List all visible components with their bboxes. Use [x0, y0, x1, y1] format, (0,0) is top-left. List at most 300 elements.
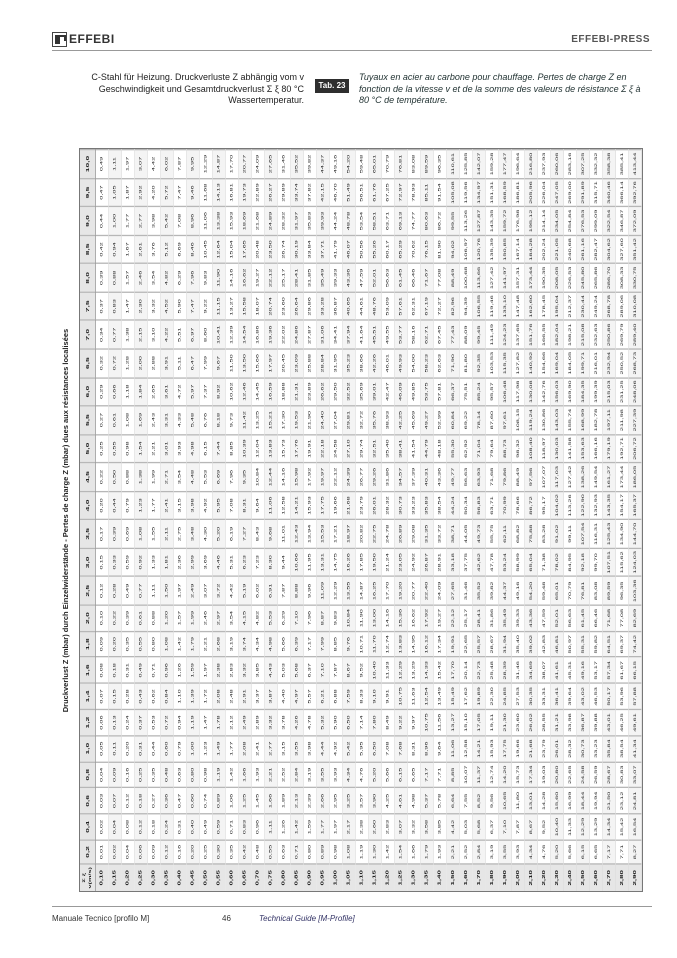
value-cell: 14,75: [330, 548, 343, 576]
value-cell: 3,32: [147, 292, 160, 320]
value-cell: 8,18: [212, 406, 225, 434]
value-cell: 3,57: [356, 788, 369, 814]
velocity-cell: 0,20: [121, 864, 134, 891]
value-cell: 0,39: [121, 605, 134, 631]
table-body: [95, 150, 641, 891]
value-cell: 49,77: [447, 463, 460, 491]
value-cell: 64,51: [603, 631, 616, 657]
value-cell: 0,49: [95, 150, 108, 179]
xi-header: 1,0: [80, 736, 95, 762]
value-cell: 0,80: [303, 840, 316, 864]
value-cell: 1,33: [147, 548, 160, 576]
value-cell: 13,49: [434, 683, 447, 709]
value-cell: 1,08: [121, 406, 134, 434]
value-cell: 38,66: [356, 349, 369, 377]
value-cell: 0,20: [95, 491, 108, 519]
value-cell: 35,23: [343, 349, 356, 377]
pressure-loss-table: [55, 148, 643, 892]
value-cell: 2,30: [134, 292, 147, 320]
value-cell: 25,17: [460, 605, 473, 631]
value-cell: 28,41: [473, 605, 486, 631]
value-cell: 124,03: [629, 548, 642, 576]
value-cell: 1,05: [108, 178, 121, 206]
value-cell: 7,17: [303, 631, 316, 657]
value-cell: 119,56: [460, 178, 473, 206]
value-cell: 5,20: [551, 840, 564, 864]
value-cell: 42,62: [473, 548, 486, 576]
value-cell: 60,17: [382, 235, 395, 263]
value-cell: 3,87: [264, 683, 277, 709]
value-cell: 0,24: [160, 814, 173, 840]
value-cell: 15,60: [551, 788, 564, 814]
table-row: [590, 150, 603, 891]
value-cell: 31,35: [421, 520, 434, 548]
value-cell: 0,71: [147, 657, 160, 683]
value-cell: 0,02: [95, 814, 108, 840]
value-cell: 29,89: [277, 178, 290, 206]
value-cell: 42,25: [395, 406, 408, 434]
value-cell: 1,06: [225, 788, 238, 814]
value-cell: 85,11: [421, 178, 434, 206]
value-cell: 260,06: [551, 150, 564, 179]
value-cell: 40,65: [343, 292, 356, 320]
value-cell: 107,54: [577, 520, 590, 548]
value-cell: 0,10: [95, 605, 108, 631]
velocity-cell: 2,80: [616, 864, 629, 891]
value-cell: 5,32: [317, 710, 330, 736]
value-cell: 0,06: [134, 840, 147, 864]
value-cell: 3,93: [173, 434, 186, 462]
brand-name: EFFEBI-PRESS: [571, 34, 650, 45]
value-cell: 34,69: [525, 657, 538, 683]
xi-header: 1,6: [80, 657, 95, 683]
value-cell: 15,93: [225, 207, 238, 235]
value-cell: 66,46: [408, 264, 421, 292]
value-cell: 86,72: [525, 491, 538, 519]
value-cell: 53,54: [356, 207, 369, 235]
value-cell: 20,80: [551, 762, 564, 788]
value-cell: 2,11: [160, 520, 173, 548]
value-cell: 7,10: [499, 814, 512, 840]
value-cell: 65,29: [395, 235, 408, 263]
value-cell: 0,08: [121, 814, 134, 840]
value-cell: 10,84: [251, 463, 264, 491]
value-cell: 1,11: [264, 814, 277, 840]
value-cell: 41,79: [330, 235, 343, 263]
value-cell: 24,40: [317, 406, 330, 434]
value-cell: 16,62: [408, 605, 421, 631]
value-cell: 24,39: [343, 463, 356, 491]
value-cell: 50,97: [564, 631, 577, 657]
value-cell: 1,87: [121, 178, 134, 206]
value-cell: 48,18: [434, 434, 447, 462]
table-row: [616, 150, 629, 891]
value-cell: 50,17: [603, 683, 616, 709]
value-cell: 5,90: [173, 292, 186, 320]
value-cell: 39,64: [564, 683, 577, 709]
velocity-cell: 0,45: [186, 864, 199, 891]
value-cell: 15,93: [303, 491, 316, 519]
value-cell: 1,79: [186, 631, 199, 657]
value-cell: 82,96: [447, 292, 460, 320]
value-cell: 205,96: [525, 178, 538, 206]
value-cell: 22,75: [369, 520, 382, 548]
value-cell: 17,05: [473, 710, 486, 736]
value-cell: 58,16: [408, 321, 421, 349]
value-cell: 143,35: [486, 207, 499, 235]
value-cell: 57,81: [434, 377, 447, 405]
value-cell: 2,52: [277, 762, 290, 788]
value-cell: 122,90: [577, 491, 590, 519]
value-cell: 117,98: [512, 377, 525, 405]
value-cell: 135,39: [486, 235, 499, 263]
value-cell: 5,72: [160, 178, 173, 206]
value-cell: 44,05: [460, 520, 473, 548]
value-cell: 5,48: [186, 406, 199, 434]
value-cell: 1,81: [160, 548, 173, 576]
value-cell: 327,60: [616, 235, 629, 263]
value-cell: 78,14: [473, 406, 486, 434]
value-cell: 150,85: [499, 235, 512, 263]
value-cell: 2,97: [212, 605, 225, 631]
value-cell: 31,06: [317, 321, 330, 349]
value-cell: 9,64: [434, 736, 447, 762]
value-cell: 107,51: [603, 548, 616, 576]
value-cell: 21,90: [303, 406, 316, 434]
value-cell: 0,96: [160, 657, 173, 683]
value-cell: 18,07: [251, 292, 264, 320]
value-cell: 4,34: [251, 631, 264, 657]
value-cell: 0,89: [212, 788, 225, 814]
value-cell: 3,54: [173, 463, 186, 491]
xi-header: 2,0: [80, 605, 95, 631]
value-cell: 35,69: [356, 377, 369, 405]
value-cell: 2,17: [343, 814, 356, 840]
value-cell: 19,89: [473, 683, 486, 709]
value-cell: 214,14: [538, 207, 551, 235]
value-cell: 2,21: [264, 762, 277, 788]
value-cell: 71,67: [421, 264, 434, 292]
value-cell: 14,33: [421, 657, 434, 683]
value-cell: 248,06: [629, 377, 642, 405]
value-cell: 113,66: [473, 264, 486, 292]
value-cell: 30,73: [395, 491, 408, 519]
value-cell: 20,45: [277, 349, 290, 377]
value-cell: 7,71: [616, 840, 629, 864]
value-cell: 0,16: [121, 762, 134, 788]
value-cell: 107,07: [538, 463, 551, 491]
value-cell: 169,90: [564, 377, 577, 405]
value-cell: 0,80: [186, 762, 199, 788]
value-cell: 30,83: [616, 762, 629, 788]
table-row: [147, 150, 160, 891]
value-cell: 22,65: [460, 631, 473, 657]
value-cell: 49,55: [382, 321, 395, 349]
value-cell: 56,51: [356, 178, 369, 206]
value-cell: 0,94: [108, 235, 121, 263]
value-cell: 26,77: [356, 463, 369, 491]
logo: [52, 32, 115, 46]
value-cell: 12,44: [264, 463, 277, 491]
value-cell: 116,31: [590, 520, 603, 548]
velocity-cell: 0,10: [95, 864, 108, 891]
value-cell: 0,12: [121, 788, 134, 814]
value-cell: 358,38: [603, 150, 616, 179]
value-cell: 51,49: [343, 178, 356, 206]
value-cell: 13,25: [251, 406, 264, 434]
header-rule: [52, 50, 652, 51]
value-cell: 2,68: [212, 631, 225, 657]
value-cell: 17,21: [330, 520, 343, 548]
value-cell: 27,10: [343, 434, 356, 462]
page-number: 46: [222, 914, 231, 923]
value-cell: 9,22: [199, 292, 212, 320]
value-cell: 1,20: [160, 605, 173, 631]
value-cell: 78,66: [512, 491, 525, 519]
value-cell: 130,08: [525, 377, 538, 405]
value-cell: 31,21: [551, 710, 564, 736]
value-cell: 0,55: [108, 434, 121, 462]
value-cell: 5,78: [434, 788, 447, 814]
value-cell: 15,42: [434, 657, 447, 683]
value-cell: 1,26: [173, 657, 186, 683]
value-cell: 9,73: [225, 406, 238, 434]
value-cell: 41,54: [408, 434, 421, 462]
value-cell: 4,48: [186, 463, 199, 491]
value-cell: 385,41: [616, 150, 629, 179]
value-cell: 162,60: [525, 292, 538, 320]
value-cell: 15,49: [447, 683, 460, 709]
value-cell: 6,21: [317, 683, 330, 709]
value-cell: 14,95: [408, 631, 421, 657]
value-cell: 5,97: [186, 377, 199, 405]
value-cell: 9,97: [408, 710, 421, 736]
value-cell: 7,08: [173, 207, 186, 235]
value-cell: 71,90: [447, 349, 460, 377]
value-cell: 8,33: [356, 683, 369, 709]
value-cell: 46,70: [330, 178, 343, 206]
value-cell: 226,04: [538, 178, 551, 206]
table-row: [486, 150, 499, 891]
value-cell: 77,08: [616, 605, 629, 631]
logo-icon: [52, 32, 67, 47]
value-cell: 23,79: [538, 736, 551, 762]
value-cell: 4,98: [408, 788, 421, 814]
value-cell: 4,76: [538, 840, 551, 864]
value-cell: 80,63: [421, 207, 434, 235]
value-cell: 17,30: [277, 406, 290, 434]
value-cell: 28,32: [277, 207, 290, 235]
value-cell: 25,17: [277, 264, 290, 292]
value-cell: 11,06: [447, 736, 460, 762]
value-cell: 1,26: [277, 814, 290, 840]
value-cell: 0,27: [147, 788, 160, 814]
value-cell: 100,68: [460, 264, 473, 292]
corner-cell: [80, 864, 95, 891]
velocity-cell: 1,05: [343, 864, 356, 891]
value-cell: 366,14: [616, 178, 629, 206]
value-cell: 1,77: [147, 491, 160, 519]
value-cell: 17,70: [225, 150, 238, 179]
value-cell: 0,07: [108, 788, 121, 814]
value-cell: 0,96: [251, 814, 264, 840]
xi-header: 2,5: [80, 577, 95, 605]
value-cell: 4,72: [173, 377, 186, 405]
value-cell: 16,26: [343, 548, 356, 576]
value-cell: 46,81: [551, 631, 564, 657]
value-cell: 3,85: [434, 814, 447, 840]
value-cell: 8,87: [317, 605, 330, 631]
value-cell: 8,43: [251, 520, 264, 548]
corner-xi-label: Σ ξ: [82, 872, 87, 883]
value-cell: 29,26: [369, 463, 382, 491]
value-cell: 35,49: [499, 605, 512, 631]
value-cell: 11,95: [303, 548, 316, 576]
value-cell: 3,98: [147, 207, 160, 235]
value-cell: 33,07: [629, 762, 642, 788]
value-cell: 24,92: [408, 548, 421, 576]
value-cell: 55,26: [369, 235, 382, 263]
value-cell: 7,37: [199, 377, 212, 405]
value-cell: 4,25: [382, 788, 395, 814]
value-cell: 161,27: [603, 463, 616, 491]
value-cell: 2,43: [147, 406, 160, 434]
table-row: [212, 150, 225, 891]
value-cell: 8,30: [264, 548, 277, 576]
value-cell: 22,12: [264, 264, 277, 292]
value-cell: 127,87: [473, 207, 486, 235]
value-cell: 4,20: [147, 178, 160, 206]
value-cell: 154,17: [616, 491, 629, 519]
value-cell: 4,33: [173, 406, 186, 434]
value-cell: 10,75: [421, 710, 434, 736]
value-cell: 2,83: [382, 814, 395, 840]
value-cell: 5,11: [173, 349, 186, 377]
value-cell: 36,41: [551, 683, 564, 709]
value-cell: 54,20: [525, 577, 538, 605]
value-cell: 0,92: [134, 548, 147, 576]
value-cell: 12,64: [212, 235, 225, 263]
value-cell: 19,66: [512, 736, 525, 762]
value-cell: 21,68: [525, 736, 538, 762]
value-cell: 94,02: [447, 235, 460, 263]
value-cell: 53,77: [395, 321, 408, 349]
value-cell: 268,73: [629, 349, 642, 377]
value-cell: 75,51: [460, 377, 473, 405]
value-cell: 46,07: [343, 235, 356, 263]
value-cell: 16,99: [564, 788, 577, 814]
velocity-cell: 1,80: [486, 864, 499, 891]
value-cell: 3,54: [147, 264, 160, 292]
table-row: [264, 150, 277, 891]
value-cell: 12,43: [290, 520, 303, 548]
value-cell: 14,21: [473, 736, 486, 762]
value-cell: 250,52: [616, 349, 629, 377]
value-cell: 3,25: [343, 788, 356, 814]
value-cell: 22,30: [486, 683, 499, 709]
value-cell: 4,34: [525, 840, 538, 864]
value-cell: 0,47: [173, 788, 186, 814]
value-cell: 29,74: [356, 434, 369, 462]
value-cell: 0,09: [147, 840, 160, 864]
value-cell: 3,58: [421, 814, 434, 840]
value-cell: 137,65: [512, 321, 525, 349]
value-cell: 49,16: [577, 657, 590, 683]
value-cell: 1,66: [238, 762, 251, 788]
value-cell: 186,81: [512, 178, 525, 206]
value-cell: 2,91: [238, 683, 251, 709]
value-cell: 182,04: [551, 321, 564, 349]
value-cell: 8,52: [473, 788, 486, 814]
value-cell: 2,71: [160, 463, 173, 491]
value-cell: 2,21: [447, 840, 460, 864]
value-cell: 85,24: [473, 377, 486, 405]
value-cell: 4,44: [317, 736, 330, 762]
value-cell: 9,10: [369, 683, 382, 709]
xi-header: 6,5: [80, 349, 95, 377]
value-cell: 26,87: [421, 548, 434, 576]
value-cell: 1,11: [108, 150, 121, 179]
value-cell: 18,88: [277, 377, 290, 405]
value-cell: 1,89: [277, 788, 290, 814]
value-cell: 173,44: [525, 264, 538, 292]
value-cell: 2,65: [147, 377, 160, 405]
value-cell: 13,83: [395, 631, 408, 657]
value-cell: 35,52: [473, 577, 486, 605]
value-cell: 6,37: [486, 814, 499, 840]
value-cell: 138,26: [577, 463, 590, 491]
value-cell: 11,01: [277, 520, 290, 548]
value-cell: 7,08: [382, 736, 395, 762]
value-cell: 17,92: [303, 463, 316, 491]
value-cell: 0,18: [147, 814, 160, 840]
value-cell: 12,29: [577, 814, 590, 840]
value-cell: 2,52: [460, 840, 473, 864]
value-cell: 0,27: [95, 406, 108, 434]
value-cell: 83,08: [408, 150, 421, 179]
value-cell: 119,46: [486, 292, 499, 320]
velocity-cell: 1,70: [473, 864, 486, 891]
table-row: [95, 150, 108, 891]
value-cell: 14,16: [277, 463, 290, 491]
value-cell: 6,76: [199, 406, 212, 434]
value-cell: 99,45: [473, 321, 486, 349]
value-cell: 5,19: [238, 577, 251, 605]
value-cell: 1,54: [395, 840, 408, 864]
value-cell: 21,31: [290, 377, 303, 405]
value-cell: 1,57: [121, 264, 134, 292]
value-cell: 39,93: [317, 207, 330, 235]
value-cell: 27,53: [512, 683, 525, 709]
value-cell: 2,48: [225, 683, 238, 709]
value-cell: 16,12: [421, 631, 434, 657]
value-cell: 13,27: [447, 710, 460, 736]
value-cell: 49,61: [629, 710, 642, 736]
value-cell: 0,44: [95, 207, 108, 235]
value-cell: 1,69: [134, 406, 147, 434]
value-cell: 4,92: [330, 736, 343, 762]
value-cell: 6,19: [225, 520, 238, 548]
value-cell: 69,22: [460, 406, 473, 434]
value-cell: 31,95: [330, 349, 343, 377]
velocity-cell: 1,35: [421, 864, 434, 891]
value-cell: 308,33: [616, 264, 629, 292]
table-title-text: Druckverlust Z (mbar) durch Einzelwiderstände - Pertes de charge Z (mbar) dues aux résistances localisées: [61, 328, 71, 712]
value-cell: 7,08: [225, 491, 238, 519]
velocity-cell: 2,60: [590, 864, 603, 891]
value-cell: 49,27: [421, 406, 434, 434]
value-cell: 6,97: [186, 321, 199, 349]
